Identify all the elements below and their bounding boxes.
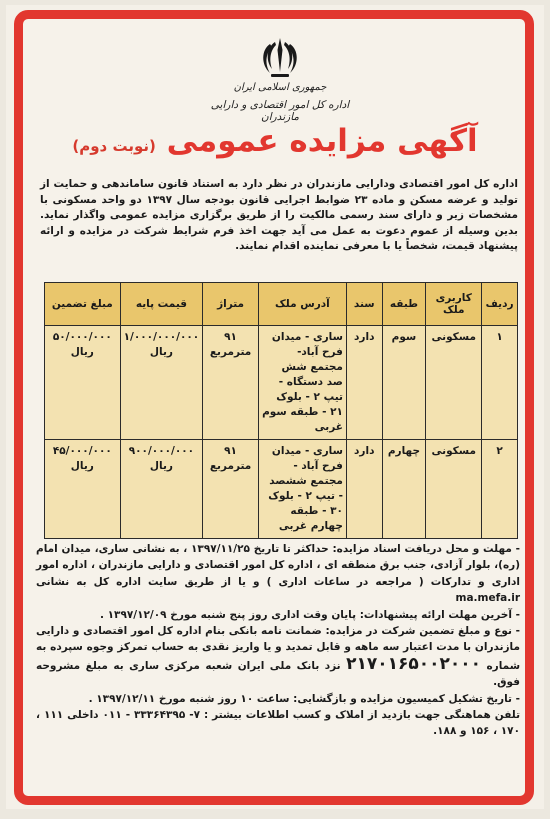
col-header-row: ردیف — [482, 283, 518, 326]
note-commission — [36, 691, 520, 707]
cell-area: ۹۱ مترمربع — [203, 326, 259, 440]
col-header-usage: کاربری ملک — [426, 283, 482, 326]
cell-row: ۱ — [482, 326, 518, 440]
ad-title — [70, 120, 480, 167]
col-header-area: متراژ — [203, 283, 259, 326]
note-contact — [36, 707, 520, 740]
notes-section — [36, 541, 520, 740]
iran-emblem-icon — [256, 36, 304, 80]
account-number: ۲۱۷۰۱۶۵۰۰۲۰۰۰ — [346, 653, 481, 674]
note-guarantee-text-b: نزد بانک ملی ایران شعبه مرکزی ساری به مبلغ مشروحه فوق. — [36, 659, 520, 689]
note-deadline — [36, 607, 520, 623]
note-deadline-text: پایان وقت اداری روز پنج شنبه مورخ ۱۳۹۷/۱۲/۰۹ . — [99, 608, 357, 621]
col-header-price: قیمت پایه — [120, 283, 203, 326]
office-label: اداره کل امور اقتصادی و دارایی مازندران — [210, 99, 350, 123]
note-documents — [36, 541, 520, 607]
col-header-deposit: مبلغ تضمین — [45, 283, 121, 326]
col-header-deed: سند — [346, 283, 382, 326]
note-commission-text: ساعت ۱۰ روز شنبه مورخ ۱۳۹۷/۱۲/۱۱ . — [88, 692, 290, 705]
cell-address: ساری - میدان فرح آباد - مجتمع ششصد - تیپ ۲ - بلوک ۳۰ - طبقه چهارم غربی — [258, 440, 346, 539]
note-contact-text: ۷- ۳۳۳۶۴۳۹۵ - ۰۱۱ داخلی ۱۱۱ ، ۱۷۰ ، ۱۵۶ و ۱۸۸. — [36, 709, 520, 738]
table-row — [45, 440, 518, 539]
cell-address: ساری - میدان فرح آباد- مجتمع شش صد دستگاه - تیپ ۲ - بلوک ۲۱ - طبقه سوم غربی — [258, 326, 346, 440]
ad-title-main: آگهی مزایده عمومی — [166, 123, 478, 159]
ad-title-sub: (نوبت دوم) — [72, 137, 156, 155]
cell-deposit: ۵۰/۰۰۰/۰۰۰ ریال — [45, 326, 121, 440]
cell-deposit: ۴۵/۰۰۰/۰۰۰ ریال — [45, 440, 121, 539]
cell-price: ۱/۰۰۰/۰۰۰/۰۰۰ ریال — [120, 326, 203, 440]
table-header-row — [45, 283, 518, 326]
note-documents-text: حداکثر تا تاریخ ۱۳۹۷/۱۱/۲۵ ، به نشانی ساری، میدان امام (ره)، بلوار آزادی، جنب برق منطقه ای ، اداره کل امور اقتصادی و دارایی مازندران ، اداره امور اداری و تدارکات ( مراجعه در ساعات اداری ) و یا از طریق سایت اداره کل به نشانی ma.mefa.ir — [36, 543, 520, 605]
cell-deed: دارد — [346, 326, 382, 440]
property-table — [44, 282, 518, 539]
note-guarantee-text-a: ضمانت نامه بانکی بنام اداره کل امور اقتصادی و دارایی مازندران با مدت اعتبار سه ماهه و قابل تمدید و یا واریز نقدی به حساب تمرکز وجوه سپرده به شماره — [36, 625, 521, 672]
cell-price: ۹۰۰/۰۰۰/۰۰۰ ریال — [120, 440, 203, 539]
cell-usage: مسکونی — [426, 326, 482, 440]
note-documents-heading: - مهلت و محل دریافت اسناد مزایده: — [332, 543, 520, 555]
cell-deed: دارد — [346, 440, 382, 539]
table-row — [45, 326, 518, 440]
note-guarantee-heading: - نوع و مبلغ تضمین شرکت در مزایده: — [325, 625, 521, 638]
cell-floor: چهارم — [382, 440, 426, 539]
cell-usage: مسکونی — [426, 440, 482, 539]
note-guarantee — [36, 623, 520, 691]
cell-area: ۹۱ مترمربع — [203, 440, 259, 539]
republic-label: جمهوری اسلامی ایران — [233, 82, 327, 93]
note-commission-heading: - تاریخ تشکیل کمیسیون مزایده و بازگشایی: — [293, 692, 520, 705]
cell-row: ۲ — [482, 440, 518, 539]
note-deadline-heading: - آخرین مهلت ارائه پیشنهادات: — [359, 608, 520, 621]
cell-floor: سوم — [382, 326, 426, 440]
note-contact-heading: تلفن هماهنگی جهت بازدید از املاک و کسب اطلاعات بیشتر : — [203, 709, 521, 722]
intro-paragraph: اداره کل امور اقتصادی ودارایی مازندران در نظر دارد به استناد قانون ساماندهی و حمایت از تولید و عرضه مسکن و ماده ۲۳ ضوابط اجرایی قانون بودجه سال ۱۳۹۷ دو واحد مسکونی با مشخصات زیر و دارای سند رسمی مالکیت را از طریق برگزاری مزایده عمومی واگذار نماید. بدین وسیله از عموم دعوت به عمل می آید جهت اخذ فرم شرایط شرکت در مزایده و ارائه پیشنهاد قیمت، شخصاً یا با معرفی نماینده اقدام نمایند. — [40, 178, 518, 252]
col-header-floor: طبقه — [382, 283, 426, 326]
col-header-address: آدرس ملک — [258, 283, 346, 326]
